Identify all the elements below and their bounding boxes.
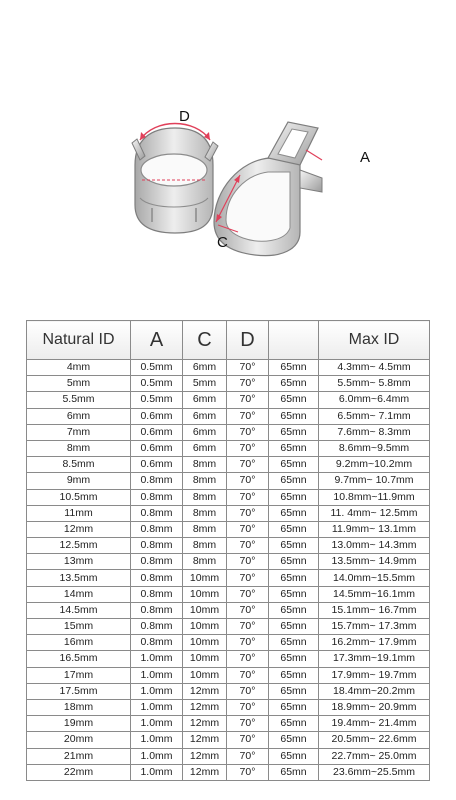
cell-max-id: 22.7mm~ 25.0mm xyxy=(319,748,430,764)
cell-a: 1.0mm xyxy=(131,732,183,748)
table-row xyxy=(27,554,430,570)
cell-d: 70° xyxy=(227,489,269,505)
cell-max-id: 14.5mm~16.1mm xyxy=(319,586,430,602)
specification-table xyxy=(26,320,430,781)
cell-max-id: 5.5mm~ 5.8mm xyxy=(319,376,430,392)
header-material xyxy=(269,321,319,360)
table-row xyxy=(27,619,430,635)
header-natural-id: Natural ID xyxy=(27,321,131,360)
cell-d: 70° xyxy=(227,748,269,764)
cell-c: 6mm xyxy=(183,408,227,424)
table-row xyxy=(27,473,430,489)
cell-max-id: 14.0mm~15.5mm xyxy=(319,570,430,586)
cell-d: 70° xyxy=(227,602,269,618)
cell-max-id: 7.6mm~ 8.3mm xyxy=(319,424,430,440)
cell-natural-id: 11mm xyxy=(27,505,131,521)
cell-material: 65mn xyxy=(269,602,319,618)
dimension-d-label: D xyxy=(179,108,190,125)
table-row xyxy=(27,538,430,554)
cell-material: 65mn xyxy=(269,748,319,764)
cell-max-id: 17.3mm~19.1mm xyxy=(319,651,430,667)
cell-c: 12mm xyxy=(183,748,227,764)
cell-c: 12mm xyxy=(183,699,227,715)
cell-material: 65mn xyxy=(269,376,319,392)
cell-c: 8mm xyxy=(183,538,227,554)
cell-natural-id: 5mm xyxy=(27,376,131,392)
cell-material: 65mn xyxy=(269,764,319,780)
cell-d: 70° xyxy=(227,538,269,554)
table-header-row xyxy=(27,321,430,360)
header-c: C xyxy=(183,321,227,360)
table-row xyxy=(27,602,430,618)
cell-natural-id: 22mm xyxy=(27,764,131,780)
cell-d: 70° xyxy=(227,716,269,732)
cell-a: 1.0mm xyxy=(131,716,183,732)
cell-d: 70° xyxy=(227,651,269,667)
cell-a: 0.5mm xyxy=(131,360,183,376)
cell-d: 70° xyxy=(227,440,269,456)
cell-d: 70° xyxy=(227,619,269,635)
cell-c: 12mm xyxy=(183,716,227,732)
cell-a: 1.0mm xyxy=(131,651,183,667)
table-row xyxy=(27,376,430,392)
cell-natural-id: 19mm xyxy=(27,716,131,732)
cell-material: 65mn xyxy=(269,651,319,667)
cell-max-id: 13.5mm~ 14.9mm xyxy=(319,554,430,570)
cell-a: 0.8mm xyxy=(131,489,183,505)
cell-a: 1.0mm xyxy=(131,699,183,715)
cell-natural-id: 17mm xyxy=(27,667,131,683)
cell-natural-id: 7mm xyxy=(27,424,131,440)
cell-material: 65mn xyxy=(269,440,319,456)
cell-natural-id: 6mm xyxy=(27,408,131,424)
cell-c: 10mm xyxy=(183,570,227,586)
cell-max-id: 11. 4mm~ 12.5mm xyxy=(319,505,430,521)
cell-d: 70° xyxy=(227,392,269,408)
cell-a: 0.8mm xyxy=(131,586,183,602)
cell-material: 65mn xyxy=(269,732,319,748)
cell-a: 0.8mm xyxy=(131,619,183,635)
cell-max-id: 15.1mm~ 16.7mm xyxy=(319,602,430,618)
cell-natural-id: 16mm xyxy=(27,635,131,651)
cell-a: 0.5mm xyxy=(131,392,183,408)
cell-a: 0.8mm xyxy=(131,602,183,618)
table-row xyxy=(27,521,430,537)
dimension-c-label: C xyxy=(217,234,228,251)
table-row xyxy=(27,360,430,376)
dimension-a-marker xyxy=(306,149,370,166)
cell-d: 70° xyxy=(227,570,269,586)
cell-max-id: 13.0mm~ 14.3mm xyxy=(319,538,430,554)
cell-max-id: 15.7mm~ 17.3mm xyxy=(319,619,430,635)
cell-d: 70° xyxy=(227,424,269,440)
cell-material: 65mn xyxy=(269,521,319,537)
table-row xyxy=(27,408,430,424)
cell-max-id: 10.8mm~11.9mm xyxy=(319,489,430,505)
cell-material: 65mn xyxy=(269,408,319,424)
cell-d: 70° xyxy=(227,699,269,715)
cell-c: 6mm xyxy=(183,360,227,376)
cell-material: 65mn xyxy=(269,619,319,635)
cell-max-id: 4.3mm~ 4.5mm xyxy=(319,360,430,376)
cell-d: 70° xyxy=(227,376,269,392)
cell-a: 1.0mm xyxy=(131,748,183,764)
cell-d: 70° xyxy=(227,408,269,424)
cell-c: 6mm xyxy=(183,440,227,456)
cell-max-id: 9.2mm~10.2mm xyxy=(319,457,430,473)
cell-c: 8mm xyxy=(183,457,227,473)
cell-a: 0.6mm xyxy=(131,457,183,473)
cell-natural-id: 14mm xyxy=(27,586,131,602)
cell-max-id: 19.4mm~ 21.4mm xyxy=(319,716,430,732)
cell-c: 8mm xyxy=(183,473,227,489)
cell-a: 0.6mm xyxy=(131,440,183,456)
table-row xyxy=(27,392,430,408)
cell-a: 1.0mm xyxy=(131,764,183,780)
table-row xyxy=(27,570,430,586)
dimension-a-label: A xyxy=(360,149,371,166)
cell-c: 6mm xyxy=(183,424,227,440)
cell-max-id: 6.5mm~ 7.1mm xyxy=(319,408,430,424)
cell-d: 70° xyxy=(227,554,269,570)
cell-material: 65mn xyxy=(269,424,319,440)
cell-d: 70° xyxy=(227,505,269,521)
cell-max-id: 11.9mm~ 13.1mm xyxy=(319,521,430,537)
cell-material: 65mn xyxy=(269,667,319,683)
cell-natural-id: 13mm xyxy=(27,554,131,570)
cell-natural-id: 21mm xyxy=(27,748,131,764)
cell-material: 65mn xyxy=(269,570,319,586)
cell-natural-id: 5.5mm xyxy=(27,392,131,408)
cell-max-id: 18.4mm~20.2mm xyxy=(319,683,430,699)
cell-c: 10mm xyxy=(183,651,227,667)
cell-max-id: 8.6mm~9.5mm xyxy=(319,440,430,456)
table-row xyxy=(27,457,430,473)
table-row xyxy=(27,667,430,683)
cell-a: 0.8mm xyxy=(131,505,183,521)
table-row xyxy=(27,489,430,505)
cell-material: 65mn xyxy=(269,683,319,699)
cell-c: 8mm xyxy=(183,521,227,537)
cell-natural-id: 4mm xyxy=(27,360,131,376)
cell-material: 65mn xyxy=(269,538,319,554)
cell-material: 65mn xyxy=(269,360,319,376)
cell-natural-id: 15mm xyxy=(27,619,131,635)
cell-a: 0.8mm xyxy=(131,521,183,537)
cell-d: 70° xyxy=(227,586,269,602)
cell-d: 70° xyxy=(227,635,269,651)
cell-natural-id: 12.5mm xyxy=(27,538,131,554)
hose-clamp-illustration xyxy=(0,0,456,300)
table-row xyxy=(27,699,430,715)
cell-c: 10mm xyxy=(183,602,227,618)
cell-d: 70° xyxy=(227,521,269,537)
cell-natural-id: 10.5mm xyxy=(27,489,131,505)
cell-material: 65mn xyxy=(269,505,319,521)
header-a: A xyxy=(131,321,183,360)
cell-natural-id: 14.5mm xyxy=(27,602,131,618)
cell-natural-id: 13.5mm xyxy=(27,570,131,586)
cell-max-id: 9.7mm~ 10.7mm xyxy=(319,473,430,489)
cell-natural-id: 17.5mm xyxy=(27,683,131,699)
cell-material: 65mn xyxy=(269,554,319,570)
cell-material: 65mn xyxy=(269,489,319,505)
cell-d: 70° xyxy=(227,473,269,489)
header-d: D xyxy=(227,321,269,360)
cell-max-id: 6.0mm~6.4mm xyxy=(319,392,430,408)
table-row xyxy=(27,764,430,780)
cell-d: 70° xyxy=(227,732,269,748)
cell-d: 70° xyxy=(227,764,269,780)
table-row xyxy=(27,651,430,667)
cell-a: 0.8mm xyxy=(131,554,183,570)
cell-a: 1.0mm xyxy=(131,683,183,699)
cell-material: 65mn xyxy=(269,392,319,408)
cell-d: 70° xyxy=(227,683,269,699)
table-row xyxy=(27,683,430,699)
cell-a: 0.6mm xyxy=(131,424,183,440)
cell-a: 0.8mm xyxy=(131,635,183,651)
cell-natural-id: 8mm xyxy=(27,440,131,456)
cell-d: 70° xyxy=(227,457,269,473)
table-row xyxy=(27,505,430,521)
cell-max-id: 17.9mm~ 19.7mm xyxy=(319,667,430,683)
cell-c: 10mm xyxy=(183,667,227,683)
cell-a: 0.5mm xyxy=(131,376,183,392)
cell-c: 12mm xyxy=(183,764,227,780)
cell-natural-id: 9mm xyxy=(27,473,131,489)
cell-c: 10mm xyxy=(183,635,227,651)
cell-natural-id: 16.5mm xyxy=(27,651,131,667)
cell-material: 65mn xyxy=(269,586,319,602)
cell-a: 0.8mm xyxy=(131,473,183,489)
cell-c: 8mm xyxy=(183,489,227,505)
cell-c: 10mm xyxy=(183,619,227,635)
table-row xyxy=(27,424,430,440)
table-body xyxy=(27,360,430,781)
right-clamp-drawing xyxy=(214,122,322,256)
cell-c: 8mm xyxy=(183,505,227,521)
cell-material: 65mn xyxy=(269,635,319,651)
table-row xyxy=(27,440,430,456)
cell-natural-id: 8.5mm xyxy=(27,457,131,473)
table-row xyxy=(27,748,430,764)
cell-max-id: 18.9mm~ 20.9mm xyxy=(319,699,430,715)
cell-natural-id: 12mm xyxy=(27,521,131,537)
table-row xyxy=(27,732,430,748)
cell-material: 65mn xyxy=(269,457,319,473)
cell-c: 12mm xyxy=(183,683,227,699)
cell-a: 0.8mm xyxy=(131,538,183,554)
cell-max-id: 16.2mm~ 17.9mm xyxy=(319,635,430,651)
table-row xyxy=(27,716,430,732)
cell-a: 1.0mm xyxy=(131,667,183,683)
table-row xyxy=(27,635,430,651)
cell-material: 65mn xyxy=(269,699,319,715)
cell-d: 70° xyxy=(227,360,269,376)
cell-material: 65mn xyxy=(269,473,319,489)
cell-d: 70° xyxy=(227,667,269,683)
cell-c: 6mm xyxy=(183,392,227,408)
cell-a: 0.6mm xyxy=(131,408,183,424)
cell-natural-id: 20mm xyxy=(27,732,131,748)
cell-c: 12mm xyxy=(183,732,227,748)
table-row xyxy=(27,586,430,602)
cell-a: 0.8mm xyxy=(131,570,183,586)
cell-c: 5mm xyxy=(183,376,227,392)
cell-material: 65mn xyxy=(269,716,319,732)
cell-max-id: 23.6mm~25.5mm xyxy=(319,764,430,780)
header-max-id: Max ID xyxy=(319,321,430,360)
cell-max-id: 20.5mm~ 22.6mm xyxy=(319,732,430,748)
cell-c: 10mm xyxy=(183,586,227,602)
cell-natural-id: 18mm xyxy=(27,699,131,715)
cell-c: 8mm xyxy=(183,554,227,570)
